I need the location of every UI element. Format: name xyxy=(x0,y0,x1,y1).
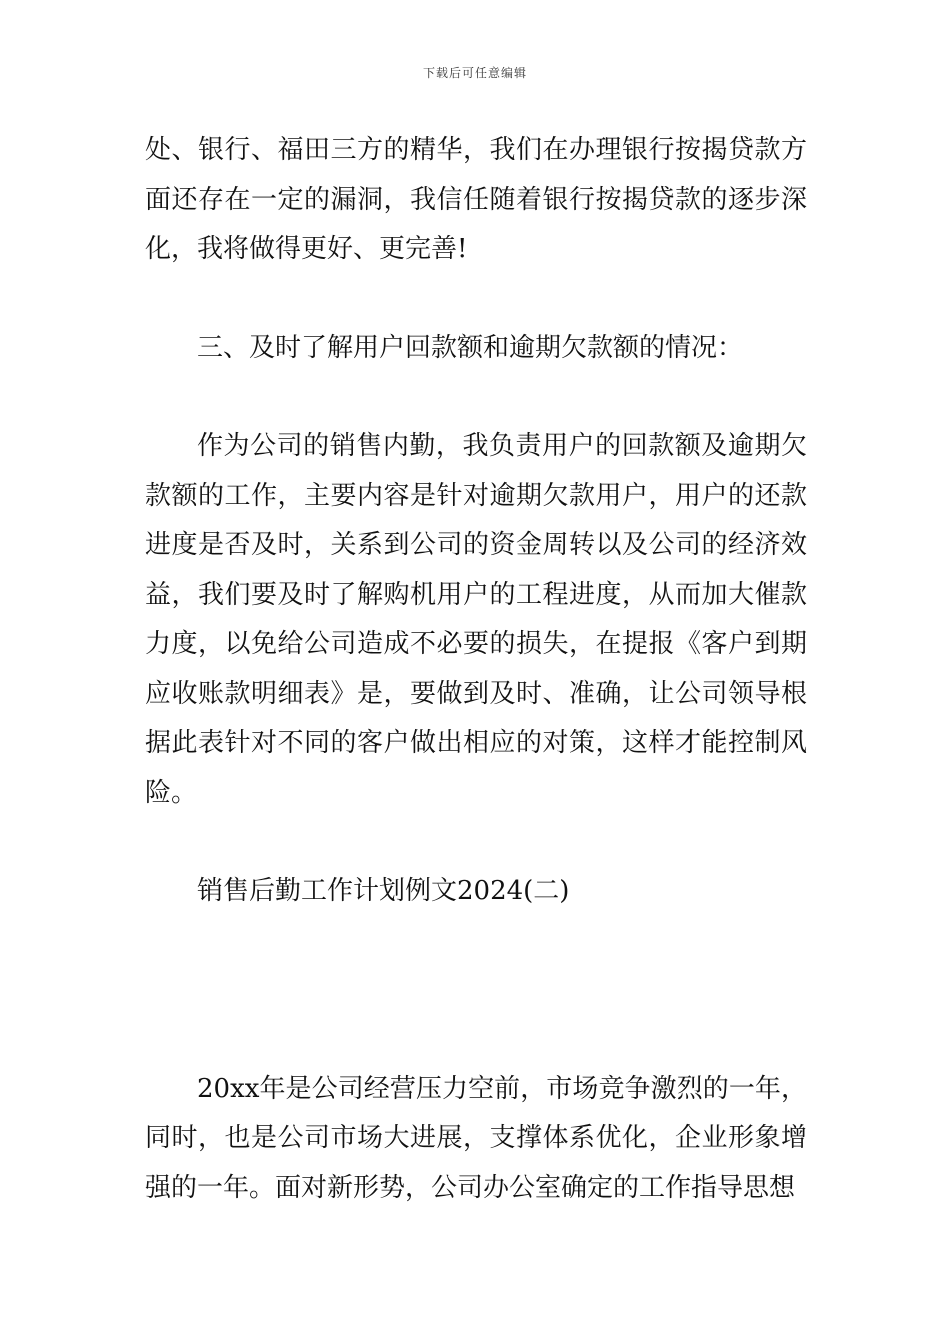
document-body xyxy=(145,126,807,1213)
paragraph-intro: 20xx年是公司经营压力空前，市场竞争激烈的一年，同时，也是公司市场大进展，支撑体系优化，企业形象增强的一年。面对新形势，公司办公室确定的工作指导思想 xyxy=(145,1073,807,1203)
document-title: 销售后勤工作计划例文2024(二) xyxy=(197,876,570,906)
paragraph-body: 作为公司的销售内勤，我负责用户的回款额及逾期欠款额的工作，主要内容是针对逾期欠款用户，用户的还款进度是否及时，关系到公司的资金周转以及公司的经济效益，我们要及时了解购机用户的工程进度，从而加大催款力度，以免给公司造成不必要的损失，在提报《客户到期应收账款明细表》是，要做到及时、准确，让公司领导根据此表针对不同的客户做出相应的对策，这样才能控制风险。 xyxy=(145,431,807,808)
section-heading: 三、及时了解用户回款额和逾期欠款额的情况： xyxy=(197,332,744,363)
paragraph-continuation: 处、银行、福田三方的精华，我们在办理银行按揭贷款方面还存在一定的漏洞，我信任随着银行按揭贷款的逐步深化，我将做得更好、更完善! xyxy=(145,135,807,264)
page-header: 下载后可任意编辑 xyxy=(422,66,527,80)
